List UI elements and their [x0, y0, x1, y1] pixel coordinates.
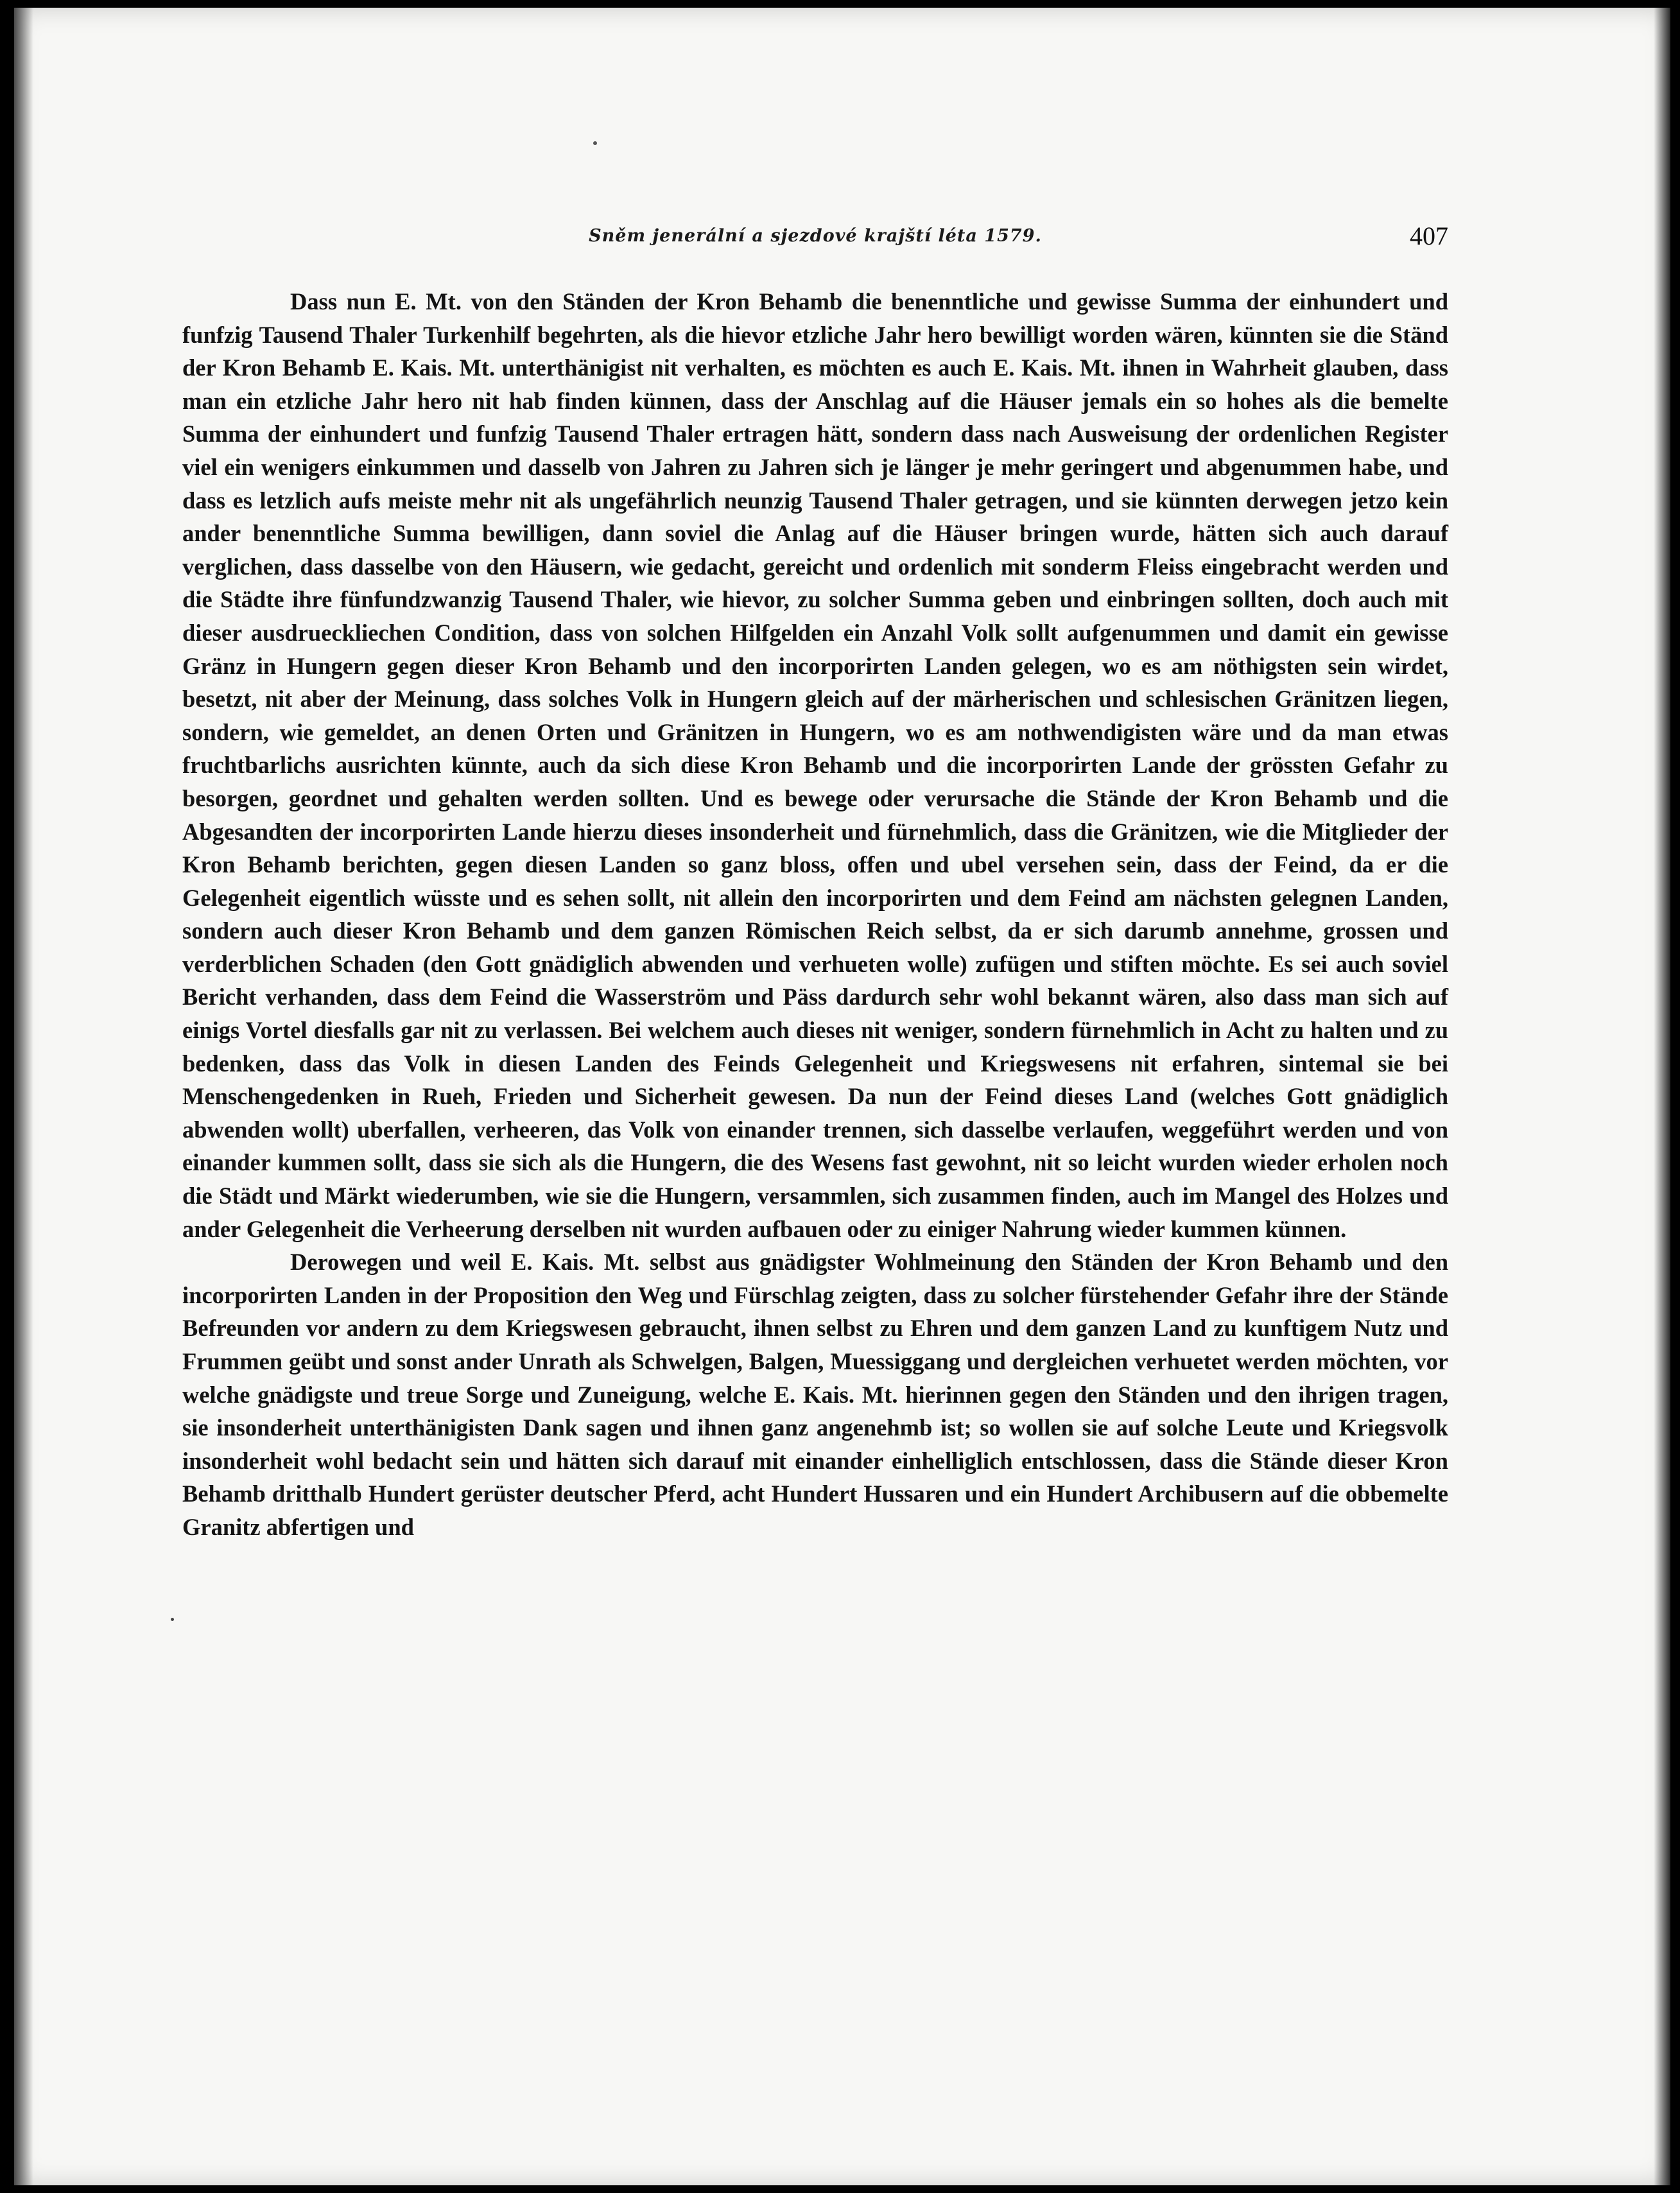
page-header: [182, 220, 1448, 258]
page-edge-shadow: [1654, 8, 1670, 2185]
ink-speck: [171, 1618, 174, 1621]
running-title: Sněm jenerální a sjezdové krajští léta 1579.: [589, 226, 1042, 246]
paragraph: Dass nun E. Mt. von den Ständen der Kron Behamb die benenntliche und gewisse Summa der einhundert und funfzig Tausend Thaler Turkenhilf begehrten, als die hievor etzliche Jahr hero bewilligt worden wären, künnten sie die Ständ der Kron Behamb E. Kais. Mt. unterthänigist nit verhalten, es möchten es auch E. Kais. Mt. ihnen in Wahrheit glauben, dass man ein etzliche Jahr hero nit hab finden künnen, dass der Anschlag auf die Häuser jemals ein so hohes als die bemelte Summa der einhundert und funfzig Tausend Thaler ertragen hätt, sondern dass nach Ausweisung der ordenlichen Register viel ein wenigers einkummen und dasselb von Jahren zu Jahren sich je länger je mehr geringert und abgenummen habe, und dass es letzlich aufs meiste mehr nit als ungefährlich neunzig Tausend Thaler getragen, und sie künnten derwegen jetzo kein ander benenntliche Summa bewilligen, dann soviel die Anlag auf die Häuser bringen wurde, hätten sich auch darauf verglichen, dass dasselbe von den Häusern, wie gedacht, gereicht und ordenlich mit sonderm Fleiss eingebracht werden und die Städte ihre fünfundzwanzig Tausend Thaler, wie hievor, zu solcher Summa geben und einbringen sollten, doch auch mit dieser ausdrueckliechen Condition, dass von solchen Hilfgelden ein Anzahl Volk sollt aufgenummen und damit ein gewisse Gränz in Hungern gegen dieser Kron Behamb und den incorporirten Landen gelegen, wo es am nöthigsten sein wirdet, besetzt, nit aber der Meinung, dass solches Volk in Hungern gleich auf der märherischen und schlesischen Gränitzen liegen, sondern, wie gemeldet, an denen Orten und Gränitzen in Hungern, wo es am nothwendigisten wäre und da man etwas fruchtbarlichs ausrichten künnte, auch da sich diese Kron Behamb und die incorporirten Lande der grössten Gefahr zu besorgen, geordnet und gehalten werden sollten. Und es bewege oder verursache die Stände der Kron Behamb und die Abgesandten der incorporirten Lande hierzu dieses insonderheit und fürnehmlich, dass die Gränitzen, wie die Mitglieder der Kron Behamb berichten, gegen diesen Landen so ganz bloss, offen und ubel versehen sein, dass der Feind, da er die Gelegenheit eigentlich wüsste und es sehen sollt, nit allein den incorporirten und dem Feind am nächsten gelegnen Landen, sondern auch dieser Kron Behamb und dem ganzen Römischen Reich selbst, da er sich darumb annehme, grossen und verderblichen Schaden (den Gott gnädiglich abwenden und verhueten wolle) zufügen und stiften möchte. Es sei auch soviel Bericht verhanden, dass dem Feind die Wasserström und Päss dardurch sehr wohl bekannt wären, also dass man sich auf einigs Vortel diesfalls gar nit zu verlassen. Bei welchem auch dieses nit weniger, sondern fürnehmlich in Acht zu halten und zu bedenken, dass das Volk in diesen Landen des Feinds Gelegenheit und Kriegswesens nit erfahren, sintemal sie bei Menschengedenken in Rueh, Frieden und Sicherheit gewesen. Da nun der Feind dieses Land (welches Gott gnädiglich abwenden wollt) uberfallen, verheeren, das Volk von einander trennen, sich dasselbe verlaufen, weggeführt werden und von einander kummen sollt, dass sie sich als die Hungern, die des Wesens fast gewohnt, nit so leicht wurden wieder erholen noch die Städt und Märkt wiederumben, wie sie die Hungern, versammlen, sich zusammen finden, auch im Mangel des Holzes und ander Gelegenheit die Verheerung derselben nit wurden aufbauen oder zu einiger Nahrung wieder kummen künnen.: [182, 288, 1448, 1242]
book-page: [14, 8, 1670, 2185]
body-text: [182, 285, 1448, 1544]
paragraph: Derowegen und weil E. Kais. Mt. selbst aus gnädigster Wohlmeinung den Ständen der Kron Behamb und den incorporirten Landen in der Proposition den Weg und Fürschlag zeigten, dass zu solcher fürstehender Gefahr ihre der Stände Befreunden vor andern zu dem Kriegswesen gebraucht, ihnen selbst zu Ehren und dem ganzen Land zu kunftigem Nutz und Frummen geübt und sonst ander Unrath als Schwelgen, Balgen, Muessiggang und dergleichen verhuetet werden möchten, vor welche gnädigste und treue Sorge und Zuneigung, welche E. Kais. Mt. hierinnen gegen den Ständen und den ihrigen tragen, sie insonderheit unterthänigisten Dank sagen und ihnen ganz angenehmb ist; so wollen sie auf solche Leute und Kriegsvolk insonderheit wohl bedacht sein und hätten sich darauf mit einander einhelliglich entschlossen, dass die Stände dieser Kron Behamb dritthalb Hundert gerüster deutscher Pferd, acht Hundert Hussaren und ein Hundert Archibusern auf die obbemelte Granitz abfertigen und: [182, 1249, 1448, 1540]
ink-speck: [593, 141, 597, 145]
page-gutter-shadow: [14, 8, 33, 2185]
page-number: 407: [1410, 221, 1448, 250]
